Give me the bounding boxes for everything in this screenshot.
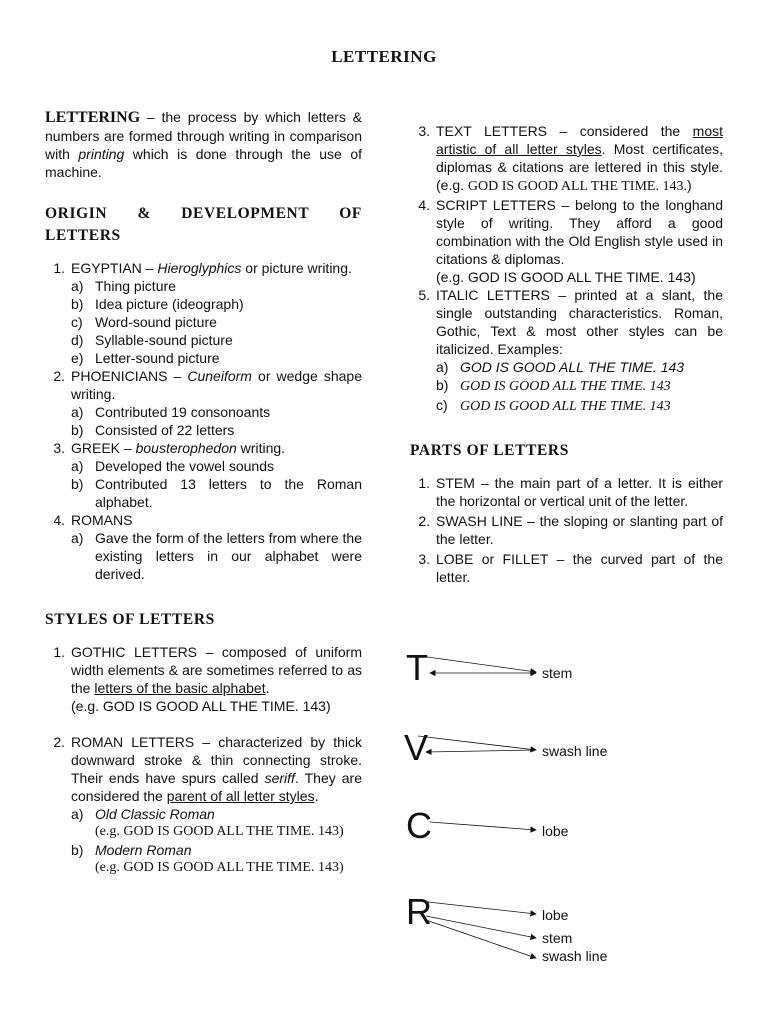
intro-term: LETTERING <box>45 109 141 126</box>
origin-item-romans: 4. ROMANS a) Gave the form of the letters from where the existing letters in our alphabet were derived. <box>53 512 362 582</box>
list-item: b) Contributed 13 letters to the Roman alphabet. <box>71 476 362 510</box>
list-item: a) Developed the vowel sounds <box>71 458 275 474</box>
intro-paragraph: LETTERING – the process by which letters & numbers are formed through writing in comparison with printing which is done through the use of machine. <box>45 109 362 180</box>
origin-heading: ORIGIN & DEVELOPMENT OF LETTERS <box>45 205 362 244</box>
parts-item-lobe: 3. LOBE or FILLET – the curved part of the letter. <box>418 551 723 585</box>
style-item-text: 3. TEXT LETTERS – considered the most artistic of all letter styles. Most certificates, diplomas & citations are lettered in this style. (e.g. GOD IS GOOD ALL THE TIME. 143.) <box>418 123 723 194</box>
parts-diagram <box>400 640 700 980</box>
list-item: a) Gave the form of the letters from where the existing letters in our alphabet were derived. <box>71 530 362 582</box>
parts-list <box>410 474 723 586</box>
parts-item-swash: 2. SWASH LINE – the sloping or slanting part of the letter. <box>418 513 723 547</box>
styles-list-right <box>410 122 723 416</box>
origin-item-phoenicians: 2. PHOENICIANS – Cuneiform or wedge shape writing. a) Contributed 19 consonoants b) Consisted of 22 letters <box>53 368 362 438</box>
left-column <box>45 108 362 877</box>
parts-heading: PARTS OF LETTERS <box>410 442 569 459</box>
r-swash-arrow <box>426 920 536 958</box>
v-swash-arrow-bottom <box>426 750 536 752</box>
letter-v: V <box>404 727 429 768</box>
v-swash-arrow-top <box>418 736 536 750</box>
style-item-roman: 2. ROMAN LETTERS – characterized by thick downward stroke & thin connecting stroke. Their ends have spurs called seriff. They are considered the parent of all letter styles. a) Old Classic Roman (e.g. GOD IS GOOD ALL THE TIME. 143) b) Modern Roman (e.g. GOD IS GOOD ALL THE TIME. 143) <box>53 734 362 875</box>
list-item: d) Syllable-sound picture <box>71 332 233 348</box>
page-title: LETTERING <box>331 47 437 66</box>
t-stem-arrow-top <box>420 656 536 672</box>
label-swash: swash line <box>542 743 608 759</box>
list-item: b) Idea picture (ideograph) <box>71 296 244 312</box>
styles-list-left <box>45 643 362 877</box>
c-lobe-arrow <box>430 822 536 830</box>
origin-list <box>45 259 362 583</box>
style-item-gothic: 1. GOTHIC LETTERS – composed of uniform width elements & are sometimes referred to as the letters of the basic alphabet. (e.g. GOD IS GOOD ALL THE TIME. 143) <box>53 644 362 714</box>
style-item-italic: 5. ITALIC LETTERS – printed at a slant, the single outstanding characteristics. Roman, Gothic, Text & most other styles can be italicized. Examples: a) GOD IS GOOD ALL THE TIME. 143 b) GOD IS GOOD ALL THE TIME. 143 c) GOD IS GOOD ALL THE TIME. 143 <box>418 287 723 414</box>
label-stem: stem <box>542 665 573 681</box>
list-item: e) Letter-sound picture <box>71 350 220 366</box>
list-item: c) GOD IS GOOD ALL THE TIME. 143 <box>436 397 671 414</box>
list-item: a) GOD IS GOOD ALL THE TIME. 143 <box>436 359 685 375</box>
label-r-stem: stem <box>542 930 573 946</box>
letter-r: R <box>406 891 432 932</box>
list-item: b) Modern Roman (e.g. GOD IS GOOD ALL THE TIME. 143) <box>71 842 344 875</box>
list-item: a) Old Classic Roman (e.g. GOD IS GOOD ALL THE TIME. 143) <box>71 806 344 839</box>
label-r-swash: swash line <box>542 948 608 964</box>
list-item: a) Thing picture <box>71 278 176 294</box>
list-item: a) Contributed 19 consonoants <box>71 404 271 420</box>
origin-item-egyptian: 1. EGYPTIAN – Hieroglyphics or picture writing. a) Thing picture b) Idea picture (ideograph) c) Word-sound picture d) Syllable-sound picture e) Letter-sound picture <box>45 259 362 367</box>
list-item: b) Consisted of 22 letters <box>71 422 235 438</box>
r-lobe-arrow <box>428 902 536 914</box>
letter-c: C <box>406 805 432 846</box>
parts-item-stem: 1. STEM – the main part of a letter. It is either the horizontal or vertical unit of the letter. <box>418 475 723 509</box>
label-r-lobe: lobe <box>542 907 569 923</box>
letter-t: T <box>406 647 428 688</box>
right-column <box>410 122 723 586</box>
styles-heading: STYLES OF LETTERS <box>45 611 215 628</box>
style-item-script: 4. SCRIPT LETTERS – belong to the longhand style of writing. They afford a good combination with the Old English style used in citations & diplomas. (e.g. GOD IS GOOD ALL THE TIME. 143) <box>418 197 723 285</box>
origin-item-greek: 3. GREEK – bousterophedon writing. a) Developed the vowel sounds b) Contributed 13 letters to the Roman alphabet. <box>53 440 362 510</box>
r-stem-arrow <box>426 916 536 938</box>
list-item: c) Word-sound picture <box>71 314 217 330</box>
label-lobe: lobe <box>542 823 569 839</box>
parts-diagram-svg <box>400 640 700 980</box>
list-item: b) GOD IS GOOD ALL THE TIME. 143 <box>436 377 671 394</box>
